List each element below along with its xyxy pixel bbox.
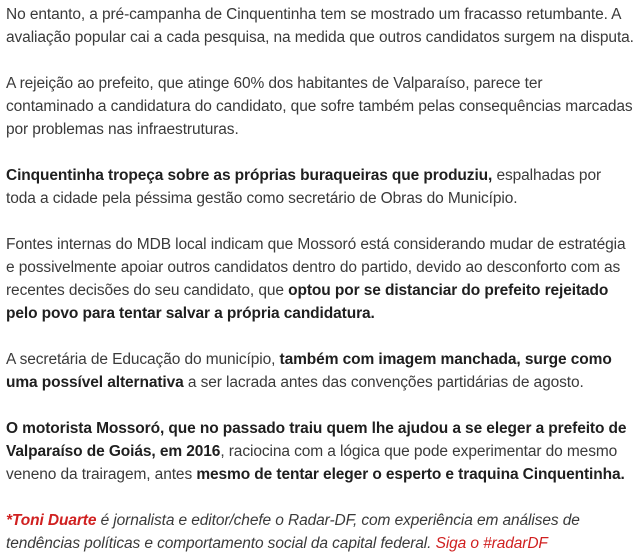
paragraph-1 (6, 3, 634, 49)
paragraph-2 (6, 72, 634, 141)
paragraph-6-bold-2: mesmo de tentar eleger o esperto e traquina Cinquentinha. (196, 466, 625, 483)
paragraph-3-bold: Cinquentinha tropeça sobre as próprias buraqueiras que produziu, (6, 167, 493, 184)
paragraph-4-bold: optou por se distanciar do prefeito rejeitado pelo povo para tentar salvar a própria candidatura. (6, 282, 609, 322)
paragraph-6-text: , raciocina com a lógica que pode experimentar do mesmo veneno da trairagem, antes (6, 443, 618, 483)
paragraph-5-text: A secretária de Educação do município, (6, 351, 280, 368)
paragraph-3 (6, 164, 634, 210)
paragraph-6 (6, 417, 634, 486)
author-description: é jornalista e editor/chefe o Radar-DF, com experiência em análises de tendências políticas e comportamento social da capital federal. (6, 512, 580, 552)
paragraph-2-text: A rejeição ao prefeito, que atinge 60% dos habitantes de Valparaíso, parece ter contaminado a candidatura do candidato, que sofre também pelas consequências marcadas por problemas nas infraestruturas. (6, 75, 633, 138)
paragraph-4 (6, 233, 634, 325)
paragraph-5-bold: também com imagem manchada, surge como uma possível alternativa (6, 351, 612, 391)
author-name: *Toni Duarte (6, 512, 97, 529)
author-credit (6, 509, 634, 555)
paragraph-3-text: espalhadas por toda a cidade pela péssima gestão como secretário de Obras do Município. (6, 167, 602, 207)
paragraph-4-text: Fontes internas do MDB local indicam que Mossoró está considerando mudar de estratégia e possivelmente apoiar outros candidatos dentro do partido, devido ao desconforto com as recentes decisões do seu candidato, que (6, 236, 626, 299)
paragraph-5-rest: a ser lacrada antes das convenções partidárias de agosto. (183, 374, 584, 391)
paragraph-5 (6, 348, 634, 394)
paragraph-1-text: No entanto, a pré-campanha de Cinquentinha tem se mostrado um fracasso retumbante. A avaliação popular cai a cada pesquisa, na medida que outros candidatos surgem na disputa. (6, 6, 634, 46)
follow-link[interactable]: Siga o #radarDF (435, 535, 548, 552)
paragraph-6-bold-1: O motorista Mossoró, que no passado traiu quem lhe ajudou a se eleger a prefeito de Valparaíso de Goiás, em 2016 (6, 420, 627, 460)
